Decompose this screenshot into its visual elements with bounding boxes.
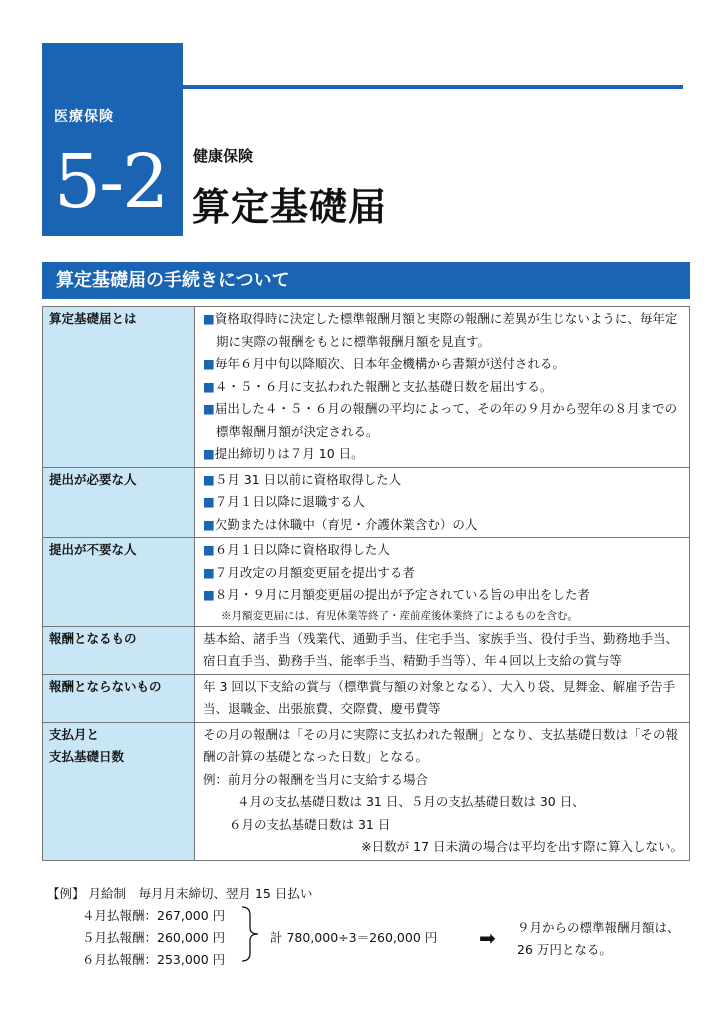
bullet-item: ■ ８月・９月に月額変更届の提出が予定されている旨の申出をした者 bbox=[203, 584, 683, 607]
row-header-line: 支払月と bbox=[49, 726, 100, 742]
bullet-item: ■ 届出した４・５・６月の報酬の平均によって、その年の９月から翌年の８月までの標準報酬月額が決定される。 bbox=[203, 398, 683, 443]
row-header-line: 支払基礎日数 bbox=[49, 749, 125, 764]
table-row bbox=[43, 626, 690, 674]
header-rule bbox=[183, 85, 683, 89]
row-content bbox=[195, 307, 690, 468]
page-title: 算定基礎届 bbox=[192, 185, 388, 229]
example-label: 【例】 月給制 毎月月末締切、翌月 15 日払い bbox=[47, 886, 313, 901]
row-content bbox=[195, 467, 690, 538]
table-row bbox=[43, 307, 690, 468]
example-line: ６月の支払基礎日数は 31 日 bbox=[229, 816, 391, 832]
example-heading: 例：前月分の報酬を当月に支給する場合 bbox=[203, 771, 429, 787]
row-header: 提出が必要な人 bbox=[43, 467, 195, 538]
example-result: 26 万円となる。 bbox=[517, 942, 612, 957]
table-row bbox=[43, 467, 690, 538]
row-header: 提出が不要な人 bbox=[43, 538, 195, 627]
bullet-item: ■ 毎年６月中旬以降順次、日本年金機構から書類が送付される。 bbox=[203, 353, 683, 376]
bullet-item: ■ 資格取得時に決定した標準報酬月額と実際の報酬に差異が生じないように、毎年定期に実際の報酬をもとに標準報酬月額を見直す。 bbox=[203, 308, 683, 353]
table-row bbox=[43, 538, 690, 627]
example-calculation: 計 780,000÷3＝260,000 円 bbox=[270, 930, 438, 945]
example-may: ５月払報酬：260,000 円 bbox=[82, 930, 226, 945]
section-title: 算定基礎届の手続きについて bbox=[42, 262, 690, 299]
bullet-item: ■ ５月 31 日以前に資格取得した人 bbox=[203, 469, 683, 492]
row-content: 基本給、諸手当（残業代、通勤手当、住宅手当、家族手当、役付手当、勤務地手当、宿日直手当、勤務手当、能率手当、精勤手当等）、年４回以上支給の賞与等 bbox=[195, 626, 690, 674]
row-header: 報酬とならないもの bbox=[43, 674, 195, 722]
procedure-table bbox=[42, 306, 690, 861]
bullet-item: ■ ７月１日以降に退職する人 bbox=[203, 491, 683, 514]
footnote: ※日数が 17 日未満の場合は平均を出す際に算入しない。 bbox=[361, 839, 683, 854]
bullet-item: ■ 提出締切りは７月 10 日。 bbox=[203, 443, 683, 466]
row-content bbox=[195, 722, 690, 860]
row-content: 年 3 回以下支給の賞与（標準賞与額の対象となる）、大入り袋、見舞金、解雇予告手当、退職金、出張旅費、交際費、慶弔費等 bbox=[195, 674, 690, 722]
table-row bbox=[43, 722, 690, 860]
chapter-category: 医療保険 bbox=[54, 109, 114, 125]
row-header: 報酬となるもの bbox=[43, 626, 195, 674]
row-text: その月の報酬は「その月に実際に支払われた報酬」となり、支払基礎日数は「その報酬の計算の基礎となった日数」となる。 bbox=[203, 726, 679, 764]
example-april: ４月払報酬：267,000 円 bbox=[82, 908, 226, 923]
page-subtitle: 健康保険 bbox=[193, 147, 254, 165]
chapter-badge bbox=[42, 43, 183, 236]
example-june: ６月払報酬：253,000 円 bbox=[82, 952, 226, 967]
table-row bbox=[43, 674, 690, 722]
footnote: ※月額変更届には、育児休業等終了・産前産後休業終了によるものを含む。 bbox=[221, 609, 578, 622]
bullet-item: ■ 欠勤または休職中（育児・介護休業含む）の人 bbox=[203, 514, 683, 537]
bullet-item: ■ ４・５・６月に支払われた報酬と支払基礎日数を届出する。 bbox=[203, 376, 683, 399]
right-arrow-icon: ➡ bbox=[479, 926, 496, 950]
example-line: ４月の支払基礎日数は 31 日、５月の支払基礎日数は 30 日、 bbox=[237, 794, 585, 809]
right-brace-icon bbox=[240, 905, 262, 963]
row-header: 算定基礎届とは bbox=[43, 307, 195, 468]
bullet-item: ■ ７月改定の月額変更届を提出する者 bbox=[203, 562, 683, 585]
example-result: ９月からの標準報酬月額は、 bbox=[517, 920, 680, 935]
row-content bbox=[195, 538, 690, 627]
chapter-number: 5-2 bbox=[54, 139, 168, 225]
row-header bbox=[43, 722, 195, 860]
bullet-item: ■ ６月１日以降に資格取得した人 bbox=[203, 539, 683, 562]
